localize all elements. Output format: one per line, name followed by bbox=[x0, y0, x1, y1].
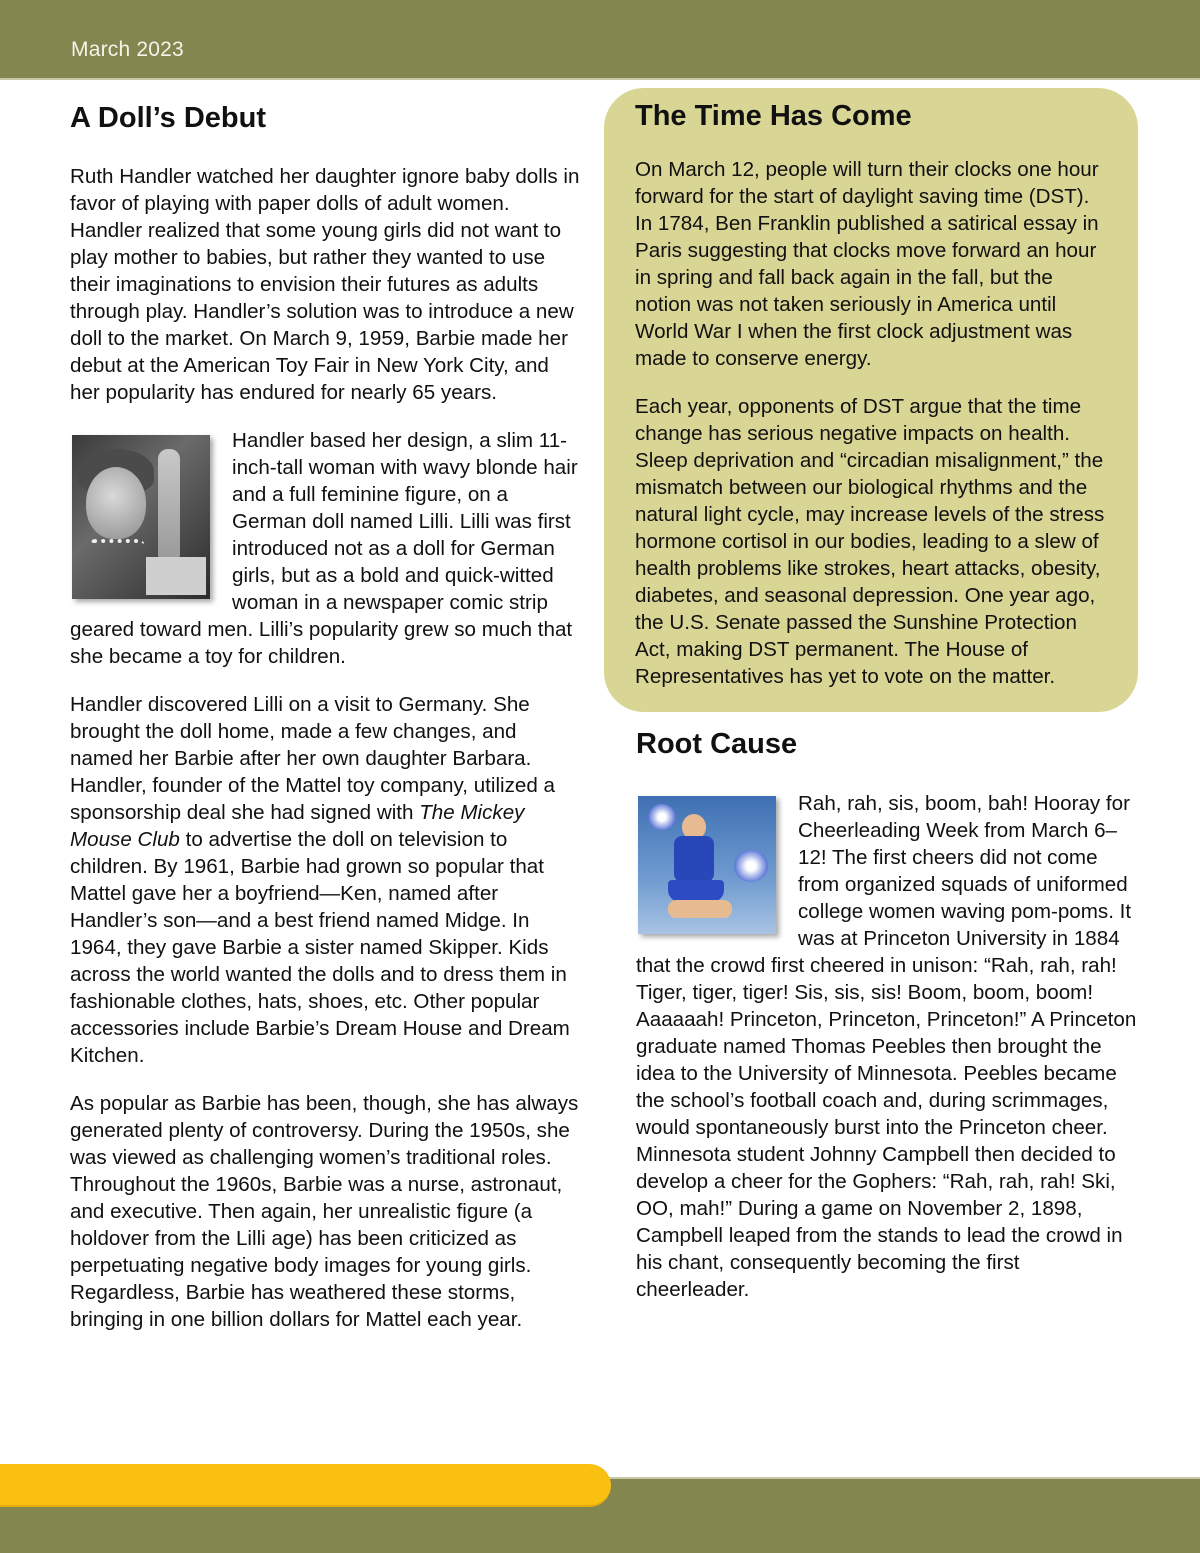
root-paragraph: Rah, rah, sis, boom, bah! Hooray for Cheerleading Week from March 6–12! The first cheers did not come from organized squads of uniformed college women waving pom-poms. It was at Princeton University in 1884 that the crowd first cheered in unison: “Rah, rah, rah! Tiger, tiger, tiger! Sis, sis, sis! Boom, boom, boom! Aaaaaah! Princeton, Princeton, Princeton!” A Princeton graduate named Thomas Peebles then brought the idea to the University of Minnesota. Peebles became the school’s football coach and, during scrimmages, would spontaneously burst into the Princeton cheer. Minnesota student Johnny Campbell then decided to develop a cheer for the Gophers: “Rah, rah, rah! Ski, OO, mah!” During a game on November 2, 1898, Campbell leaped from the stands to lead the crowd in his chant, consequently becoming the first cheerleader. bbox=[636, 792, 1137, 1301]
doll-paragraph-2: Handler based her design, a slim 11-inch-tall woman with wavy blonde hair and a full feminine figure, on a German doll named Lilli. Lilli was first introduced not as a doll for German girls, but as a bold and quick-witted woman in a newspaper comic strip geared toward men. Lilli’s popularity grew so much that she became a toy for children. bbox=[70, 429, 578, 668]
time-paragraph-1: On March 12, people will turn their clocks one hour forward for the start of daylight saving time (DST). In 1784, Ben Franklin published a satirical essay in Paris suggesting that clocks move forward an hour in spring and fall back again in the fall, but the notion was not taken seriously in America until World War I when the first clock adjustment was made to conserve energy. bbox=[635, 158, 1099, 370]
root-article-title: Root Cause bbox=[636, 728, 798, 760]
time-callout bbox=[604, 88, 1138, 712]
doll-paragraph-1: Ruth Handler watched her daughter ignore baby dolls in favor of playing with paper dolls of adult women. Handler realized that some young girls did not want to play mother to babies, but rather they wanted to use their imaginations to envision their futures as adults through play. Handler’s solution was to introduce a new doll to the market. On March 9, 1959, Barbie made her debut at the American Toy Fair in New York City, and her popularity has endured for nearly 65 years. bbox=[70, 165, 580, 404]
time-article-title: The Time Has Come bbox=[635, 100, 912, 132]
doll-article bbox=[70, 100, 582, 1333]
doll-paragraph-4: As popular as Barbie has been, though, she has always generated plenty of controversy. During the 1950s, she was viewed as challenging women’s traditional roles. Throughout the 1960s, Barbie was a nurse, astronaut, and executive. Then again, her unrealistic figure (a holdover from the Lilli age) has been criticized as perpetuating negative body images for young girls. Regardless, Barbie has weathered these storms, bringing in one billion dollars for Mattel each year. bbox=[70, 1092, 579, 1331]
header-band bbox=[0, 0, 1200, 80]
time-paragraph-2: Each year, opponents of DST argue that the time change has serious negative impacts on health. Sleep deprivation and “circadian misalignment,” the mismatch between our biological rhythms and the natural light cycle, may increase levels of the stress hormone cortisol in our bodies, leading to a slew of health problems like strokes, heart attacks, obesity, diabetes, and seasonal depression. One year ago, the U.S. Senate passed the Sunshine Protection Act, making DST permanent. The House of Representatives has yet to vote on the matter. bbox=[635, 395, 1105, 688]
right-column bbox=[604, 88, 1138, 1303]
doll-paragraph-3: Handler discovered Lilli on a visit to Germany. She brought the doll home, made a few changes, and named her Barbie after her own daughter Barbara. Handler, founder of the Mattel toy company, utilized a sponsorship deal she had signed with The Mickey Mouse Club to advertise the doll on television to children. By 1961, Barbie had grown so popular that Mattel gave her a boyfriend—Ken, named after Handler’s son—and a best friend named Midge. In 1964, they gave Barbie a sister named Skipper. Kids across the world wanted the dolls and to dress them in fashionable clothes, hats, shoes, etc. Other popular accessories include Barbie’s Dream House and Dream Kitchen. bbox=[70, 693, 570, 1067]
footer-accent-bar bbox=[0, 1464, 611, 1507]
cheerleader-photo bbox=[638, 796, 776, 934]
mickey-mouse-club-title: The Mickey Mouse Club bbox=[70, 801, 525, 851]
handler-photo bbox=[72, 435, 210, 599]
doll-paragraph-2-wrap bbox=[70, 427, 582, 670]
doll-article-title: A Doll’s Debut bbox=[70, 102, 267, 134]
issue-date: March 2023 bbox=[71, 38, 184, 61]
root-article bbox=[604, 790, 1138, 1303]
